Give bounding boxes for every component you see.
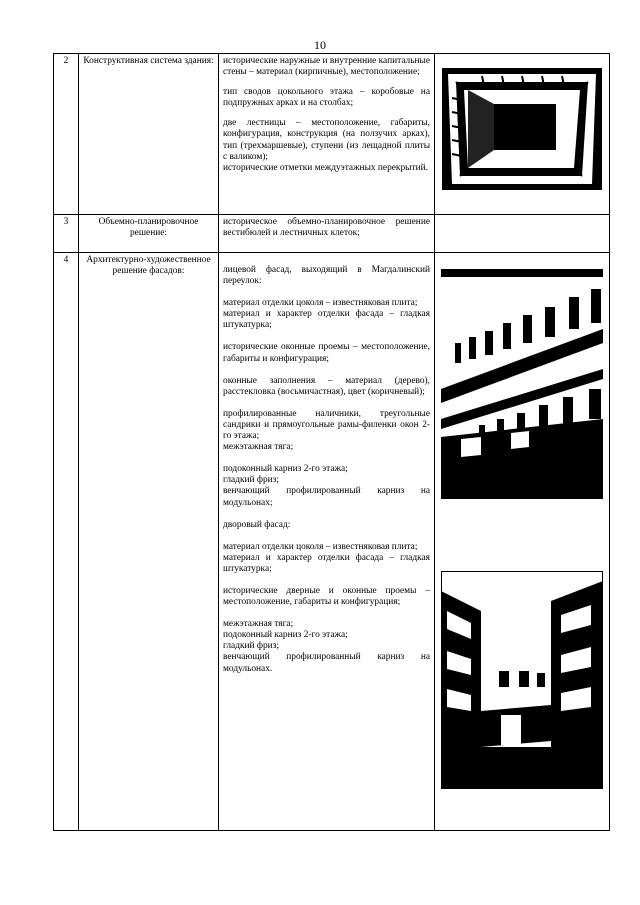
list-item: подоконный карниз 2-го этажа;: [223, 464, 348, 475]
list-item: венчающий профилированный карниз на модульонах.: [223, 652, 430, 674]
list-item: межэтажная тяга;: [223, 619, 294, 630]
list-item: оконные заполнения – материал (дерево), расстекловка (восьмичастная), цвет (коричневый);: [223, 375, 430, 397]
list-item: межэтажная тяга;: [223, 442, 294, 453]
list-item: материал и характер отделки фасада – гладкая штукатурка;: [223, 552, 430, 574]
row-category: Конструктивная система здания:: [79, 54, 219, 215]
list-item: дворовый фасад:: [223, 519, 291, 530]
row-description: [219, 253, 435, 831]
row-description: [219, 215, 435, 253]
list-item: исторические отметки междуэтажных перекрытий.: [223, 162, 428, 173]
list-item: лицевой фасад, выходящий в Магдалинский переулок:: [223, 265, 430, 287]
staircase-photo: [442, 68, 602, 190]
empty-cell: [435, 215, 610, 253]
table-row: [54, 54, 610, 215]
row-description: [219, 54, 435, 215]
list-item: профилированные наличники, треугольные сандрики и прямоугольные рамы-филенки окон 2-го этажа;: [223, 408, 430, 442]
list-item: материал отделки цоколя – известняковая плита;: [223, 541, 418, 552]
row-number: 3: [54, 215, 79, 253]
row-number: 2: [54, 54, 79, 215]
list-item: подоконный карниз 2-го этажа;: [223, 630, 348, 641]
table-row: [54, 253, 610, 831]
photo-cell: [435, 54, 610, 215]
list-item: гладкий фриз;: [223, 641, 279, 652]
row-category: Объемно-планировочное решение:: [79, 215, 219, 253]
street-facade-photo: [441, 269, 603, 499]
row-category: Архитектурно-художественное решение фасадов:: [79, 253, 219, 831]
photo-cell: [435, 253, 610, 831]
list-item: материал отделки цоколя – известняковая плита;: [223, 298, 418, 309]
list-item: гладкий фриз;: [223, 475, 279, 486]
page-number: 10: [314, 38, 326, 52]
list-item: две лестницы – местоположение, габариты, конфигурация, конструкция (на ползучих арках), тип (трехмаршевые), ступени (из лещадной плиты с валиком);: [223, 118, 430, 162]
list-item: тип сводов цокольного этажа – коробовые на подпружных арках и на столбах;: [223, 87, 430, 109]
row-number: 4: [54, 253, 79, 831]
list-item: исторические наружные и внутренние капитальные стены – материал (кирпичные), местоположение;: [223, 56, 430, 78]
list-item: исторические дверные и оконные проемы – местоположение, габариты и конфигурация;: [223, 585, 430, 608]
list-item: материал и характер отделки фасада – гладкая штукатурка;: [223, 309, 430, 331]
protected-features-table: [53, 53, 610, 831]
list-item: историческое объемно-планировочное решение вестибюлей и лестничных клеток;: [223, 217, 430, 239]
list-item: исторические оконные проемы – местоположение, габариты и конфигурация;: [223, 342, 430, 364]
list-item: венчающий профилированный карниз на модульонах;: [223, 486, 430, 508]
courtyard-facade-photo: [441, 571, 603, 789]
table-row: [54, 215, 610, 253]
